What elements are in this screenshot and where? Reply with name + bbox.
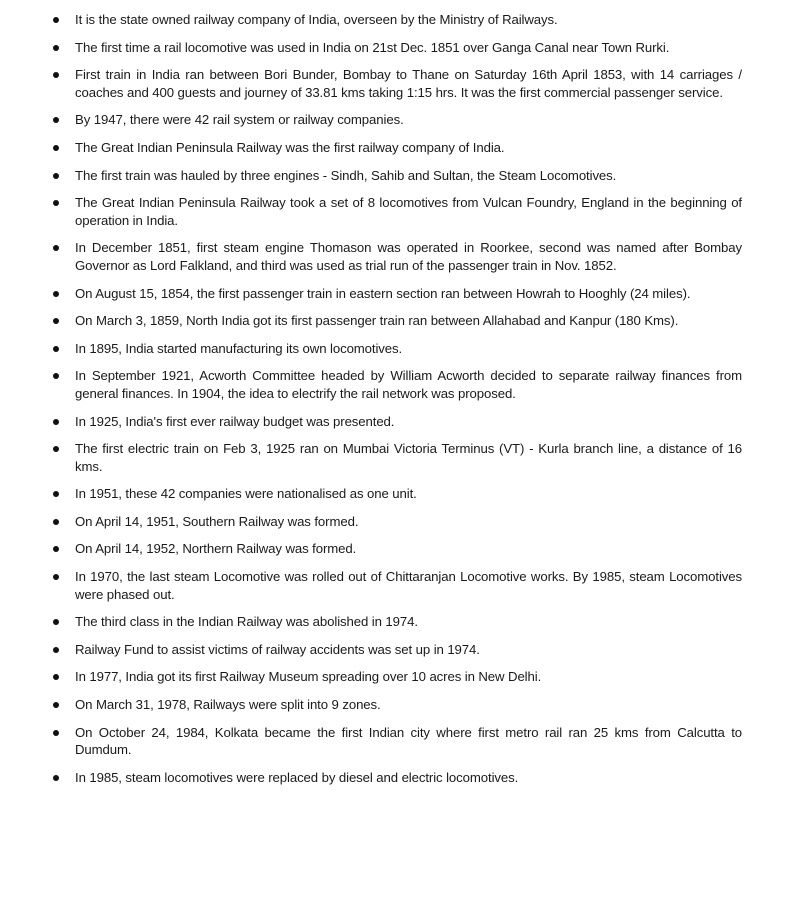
list-item-text: In 1951, these 42 companies were nationalised as one unit. [75, 486, 417, 502]
bullet-icon [53, 775, 59, 781]
list-item [50, 513, 742, 531]
list-item [50, 139, 742, 157]
bullet-icon [53, 619, 59, 625]
bullet-icon [53, 17, 59, 23]
list-item [50, 568, 742, 603]
list-item-text: In 1970, the last steam Locomotive was rolled out of Chittaranjan Locomotive works. By 1985, steam Locomotives were phased out. [75, 569, 742, 602]
bullet-icon [53, 730, 59, 736]
list-item-text: On April 14, 1952, Northern Railway was formed. [75, 541, 357, 557]
list-item-text: The first time a rail locomotive was used in India on 21st Dec. 1851 over Ganga Canal near Town Rurki. [75, 39, 670, 55]
list-item-text: In December 1851, first steam engine Thomason was operated in Roorkee, second was named after Bombay Governor as Lord Falkland, and third was used as trial run of the passenger train in Nov. 1852. [75, 240, 742, 273]
list-item-text: On April 14, 1951, Southern Railway was formed. [75, 513, 359, 529]
list-item [50, 194, 742, 229]
list-item [50, 696, 742, 714]
bullet-icon [53, 72, 59, 78]
list-item [50, 312, 742, 330]
list-item-text: Railway Fund to assist victims of railway accidents was set up in 1974. [75, 641, 480, 657]
railway-facts-list [50, 11, 742, 796]
list-item [50, 668, 742, 686]
list-item [50, 11, 742, 29]
list-item-text: In 1895, India started manufacturing its own locomotives. [75, 340, 403, 356]
list-item-text: In September 1921, Acworth Committee headed by William Acworth decided to separate railway finances from general finances. In 1904, the idea to electrify the rail network was proposed. [75, 368, 742, 401]
list-item [50, 340, 742, 358]
list-item-text: On March 31, 1978, Railways were split into 9 zones. [75, 697, 381, 713]
bullet-icon [53, 574, 59, 580]
bullet-icon [53, 318, 59, 324]
list-item-text: First train in India ran between Bori Bunder, Bombay to Thane on Saturday 16th April 1853, with 14 carriages / coaches and 400 guests and journey of 33.81 kms taking 1:15 hrs. It was the first commercial passenger service. [75, 67, 742, 100]
list-item [50, 239, 742, 274]
list-item-text: The first electric train on Feb 3, 1925 ran on Mumbai Victoria Terminus (VT) - Kurla branch line, a distance of 16 kms. [75, 441, 742, 474]
bullet-icon [53, 519, 59, 525]
bullet-icon [53, 45, 59, 51]
list-item-text: In 1977, India got its first Railway Museum spreading over 10 acres in New Delhi. [75, 669, 542, 685]
list-item [50, 413, 742, 431]
bullet-icon [53, 117, 59, 123]
bullet-icon [53, 346, 59, 352]
list-item [50, 540, 742, 558]
list-item-text: On March 3, 1859, North India got its first passenger train ran between Allahabad and Kanpur (180 Kms). [75, 313, 679, 329]
list-item [50, 285, 742, 303]
list-item-text: By 1947, there were 42 rail system or railway companies. [75, 112, 404, 128]
bullet-icon [53, 145, 59, 151]
list-item-text: In 1925, India's first ever railway budget was presented. [75, 413, 395, 429]
bullet-icon [53, 245, 59, 251]
list-item [50, 641, 742, 659]
list-item [50, 39, 742, 57]
list-item-text: On October 24, 1984, Kolkata became the first Indian city where first metro rail ran 25 kms from Calcutta to Dumdum. [75, 724, 742, 758]
bullet-icon [53, 419, 59, 425]
list-item [50, 485, 742, 503]
bullet-icon [53, 173, 59, 179]
bullet-icon [53, 702, 59, 708]
bullet-icon [53, 446, 59, 452]
list-item [50, 167, 742, 185]
bullet-icon [53, 674, 59, 680]
list-item-text: In 1985, steam locomotives were replaced by diesel and electric locomotives. [75, 769, 519, 785]
list-item-text: It is the state owned railway company of India, overseen by the Ministry of Railways. [75, 12, 558, 27]
list-item [50, 613, 742, 631]
bullet-icon [53, 491, 59, 497]
bullet-icon [53, 373, 59, 379]
bullet-icon [53, 200, 59, 206]
bullet-icon [53, 647, 59, 653]
list-item [50, 367, 742, 402]
list-item-text: The third class in the Indian Railway was abolished in 1974. [75, 614, 418, 630]
list-item [50, 66, 742, 101]
bullet-icon [53, 546, 59, 552]
list-item [50, 440, 742, 475]
list-item-text: The Great Indian Peninsula Railway was the first railway company of India. [75, 139, 505, 155]
list-item [50, 111, 742, 129]
list-item-text: The Great Indian Peninsula Railway took a set of 8 locomotives from Vulcan Foundry, England in the beginning of operation in India. [75, 195, 742, 228]
list-item-text: The first train was hauled by three engines - Sindh, Sahib and Sultan, the Steam Locomotives. [75, 167, 617, 183]
bullet-icon [53, 291, 59, 297]
list-item [50, 724, 742, 759]
list-item-text: On August 15, 1854, the first passenger train in eastern section ran between Howrah to Hooghly (24 miles). [75, 285, 691, 301]
list-item [50, 769, 742, 787]
